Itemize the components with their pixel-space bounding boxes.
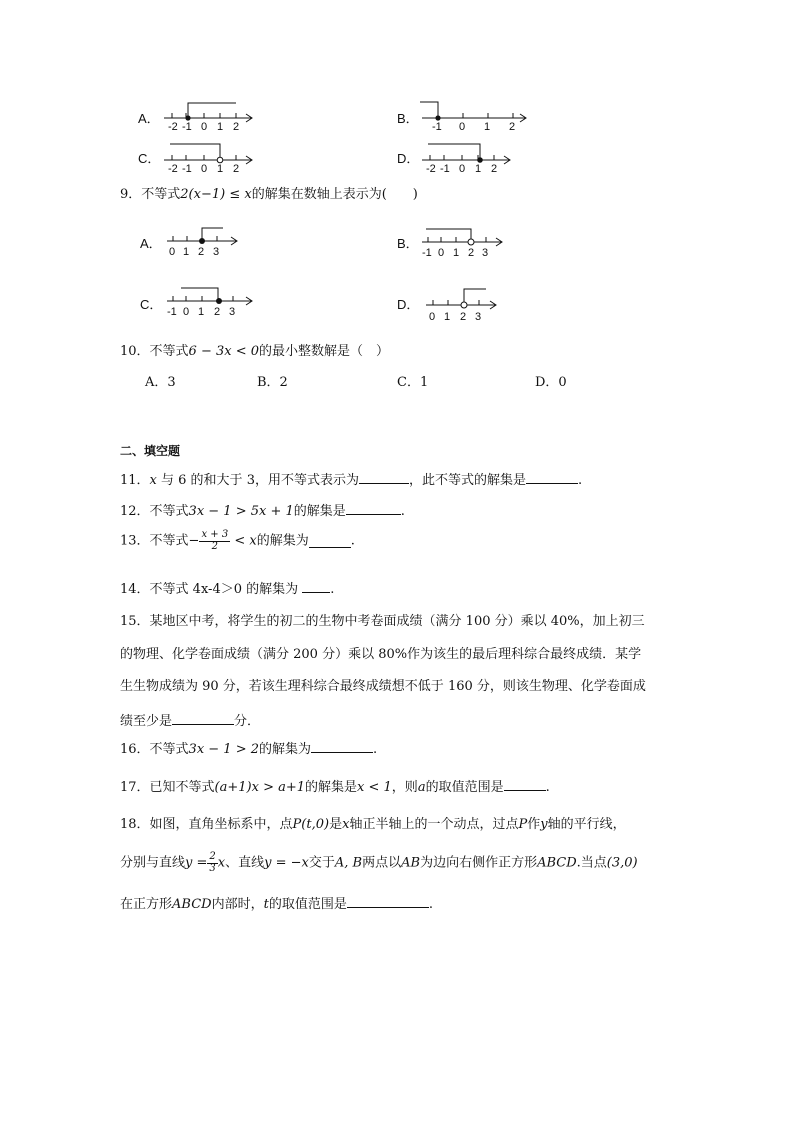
q17-math: (a+1)x > a+1 [214,780,306,795]
q17-end: . [545,780,550,795]
q17-var: a [417,780,426,795]
q11-number: 11． [120,473,150,488]
q15-line-4-text: 绩至少是 [120,714,173,729]
q13-fraction [199,530,230,552]
q15-line-4 [120,712,260,728]
q16-prefix: 16．不等式 [120,742,189,757]
q18-l2-h: 两点以 [362,855,402,871]
q8c-tick-3: 0 [201,163,208,175]
q9-option-a-label: A． [140,236,162,251]
q18-l2-d: 、直线 [225,855,265,871]
q11 [120,471,582,487]
q16-math: 3x − 1 > 2 [188,742,260,757]
q18-l2-f: 交于 [308,855,335,871]
q13-frac-num: x + 3 [201,529,229,540]
q18-l3-abcd: ABCD [172,897,212,912]
q9c-tick-4: 2 [214,306,221,318]
q9-stem [120,188,418,201]
q8-option-a-numberline [160,98,260,132]
q18-l2-abcd: ABCD [537,855,577,871]
q16-text: 的解集为 [259,742,312,757]
q10-stem-math: 6 − 3x < 0 [188,344,260,359]
q15-end: 分． [234,714,261,729]
q8b-tick-1: -1 [432,121,442,133]
q18-line-3 [120,895,433,911]
q10-option-b: B．2 [257,375,288,390]
q18-frac-num: 2 [209,851,216,862]
q8-option-a-label: A． [138,111,160,126]
q10-stem [120,345,389,358]
q17-prefix: 17．已知不等式 [120,780,215,795]
q18-l3-t: t [263,897,269,912]
q17 [120,778,550,794]
q18-fraction [207,852,217,874]
q8-option-d-numberline [418,138,518,174]
q9c-tick-1: -1 [167,306,177,318]
q14 [120,580,334,596]
q18-l1-g: 作 [527,817,541,832]
q11-end: . [577,473,583,488]
q9c-tick-2: 0 [183,306,190,318]
q9d-tick-4: 3 [475,311,482,323]
q8d-tick-4: 1 [475,163,482,175]
q9-option-b-numberline [420,224,510,260]
q14-prefix: 14．不等式 4x-4＞0 的解集为 [120,582,303,597]
q9-option-d-numberline [424,284,504,324]
q9b-tick-5: 3 [482,247,489,259]
q13-frac-den: 2 [211,540,219,552]
q18-blank[interactable] [347,895,429,908]
q9-option-a-numberline [165,224,245,260]
q8a-tick-3: 0 [201,121,208,133]
q12-end: . [400,504,405,519]
q18-l2-l: .当点 [576,855,607,871]
q8b-tick-4: 2 [509,121,516,133]
q9c-tick-3: 1 [198,306,205,318]
q9-stem-prefix: 9．不等式 [120,187,181,202]
q9b-tick-3: 1 [453,247,460,259]
q18-l2-ab-points: A, B [334,855,363,871]
q18-l1-e: 轴正半轴上的一个动点，过点 [349,817,519,832]
q18-l3-e: 的取值范围是 [268,897,347,912]
q8-option-d-label: D． [397,151,420,166]
q14-blank[interactable] [302,580,330,593]
q9d-tick-1: 0 [429,311,436,323]
q17-text-3: 的取值范围是 [425,780,504,795]
q9-option-b-label: B． [397,236,419,251]
q9c-tick-5: 3 [229,306,236,318]
q15-line-2: 的物理、化学卷面成绩（满分 200 分）乘以 80%作为该生的最后理科综合最终成绩．某学 [120,647,642,662]
q8-option-c-label: C． [138,151,161,166]
q13-prefix: 13．不等式 [120,533,189,549]
q10-stem-suffix: 的最小整数解是（ ） [259,344,390,359]
q18-frac-den: 3 [209,862,216,874]
q8d-tick-1: -2 [426,163,436,175]
q16-end: . [373,742,378,757]
q9-stem-suffix: 的解集在数轴上表示为( ) [251,187,418,202]
q10-option-d: D．0 [535,375,567,390]
q9d-tick-3: 2 [460,311,467,323]
q18-l2-a: 分别与直线 [120,855,186,871]
q18-l2-y-eq: y = [185,855,208,871]
q18-end: . [428,897,433,912]
q9d-tick-2: 1 [444,311,451,323]
q18-l1-y: y [540,817,548,832]
q9a-tick-1: 0 [169,246,176,258]
q18-l1-x: x [342,817,350,832]
q17-blank[interactable] [504,778,546,791]
q9-stem-math: 2(x−1) ≤ x [180,187,252,202]
q9b-tick-2: 0 [438,247,445,259]
q8b-tick-3: 1 [484,121,491,133]
q18-l2-x: x [217,855,226,871]
q12-prefix: 12．不等式 [120,504,189,519]
q13 [120,530,355,552]
q15-blank[interactable] [172,712,234,725]
q8a-tick-1: -2 [168,121,178,133]
q18-l1-i: 轴的平行线， [547,817,626,832]
q8a-tick-5: 2 [233,121,240,133]
q11-var: x [149,473,157,488]
q15-line-1: 15．某地区中考，将学生的初二的生物中考卷面成绩（满分 100 分）乘以 40%，加上初三 [120,614,645,629]
q11-blank-2[interactable] [526,471,578,484]
q8d-tick-5: 2 [491,163,498,175]
q12-math: 3x − 1 > 5x + 1 [188,504,294,519]
q9a-tick-3: 2 [198,246,205,258]
q18-line-1 [120,818,626,831]
q14-end: . [330,582,335,597]
q13-minus: − [188,533,200,549]
q9a-tick-4: 3 [213,246,220,258]
q8a-tick-4: 1 [217,121,224,133]
q16 [120,740,377,756]
q18-l2-ab: AB [401,855,421,871]
q10-stem-prefix: 10．不等式 [120,344,189,359]
q18-l1-point-p: P(t,0) [292,817,330,832]
q15-line-3: 生生物成绩为 90 分，若该生理科综合最终成绩想不低于 160 分，则该生物理、化学卷面成 [120,679,646,694]
q11-blank-1[interactable] [359,471,409,484]
q8-option-c-numberline [160,138,260,174]
q8-option-b-numberline [418,98,533,132]
q11-text-2: ，此不等式的解集是 [408,473,526,488]
q17-text-1: 的解集是 [305,780,358,795]
q12-blank[interactable] [346,502,401,515]
q18-l2-point: (3,0) [606,855,638,871]
q10-option-c: C．1 [397,375,429,390]
q18-l1-a: 18．如图，直角坐标系中，点 [120,817,293,832]
q13-text: 的解集为 [256,533,309,549]
q8c-tick-1: -2 [168,163,178,175]
q18-l2-line2: y = −x [264,855,309,871]
q18-l3-a: 在正方形 [120,897,173,912]
q8c-tick-2: -1 [182,163,192,175]
q18-l1-p: P [518,817,528,832]
section-title-fill-in: 二、填空题 [120,444,181,458]
q9b-tick-4: 2 [468,247,475,259]
q9-option-c-label: C． [140,297,163,312]
q10-option-a: A．3 [145,375,176,390]
q12-text: 的解集是 [293,504,346,519]
q9a-tick-2: 1 [183,246,190,258]
q18-l2-j: 为边向右侧作正方形 [420,855,538,871]
q8c-tick-4: 1 [217,163,224,175]
q18-l3-c: 内部时， [211,897,264,912]
q13-blank[interactable] [309,535,351,548]
q8a-tick-2: -1 [182,121,192,133]
q18-l1-c: 是 [329,817,343,832]
q8d-tick-3: 0 [459,163,466,175]
q8-option-b-label: B． [397,111,419,126]
q9-option-d-label: D． [397,297,420,312]
q18-line-2 [120,852,638,874]
q13-end: . [350,533,355,549]
q16-blank[interactable] [311,740,373,753]
q17-text-2: ，则 [391,780,418,795]
q11-text-1: 与 6 的和大于 3，用不等式表示为 [156,473,359,488]
q8d-tick-2: -1 [440,163,450,175]
q9-option-c-numberline [165,284,260,320]
q8b-tick-2: 0 [459,121,466,133]
q13-rel: < x [230,533,257,549]
q8c-tick-5: 2 [233,163,240,175]
q17-solution: x < 1 [357,780,392,795]
q9b-tick-1: -1 [422,247,432,259]
q12 [120,502,405,518]
